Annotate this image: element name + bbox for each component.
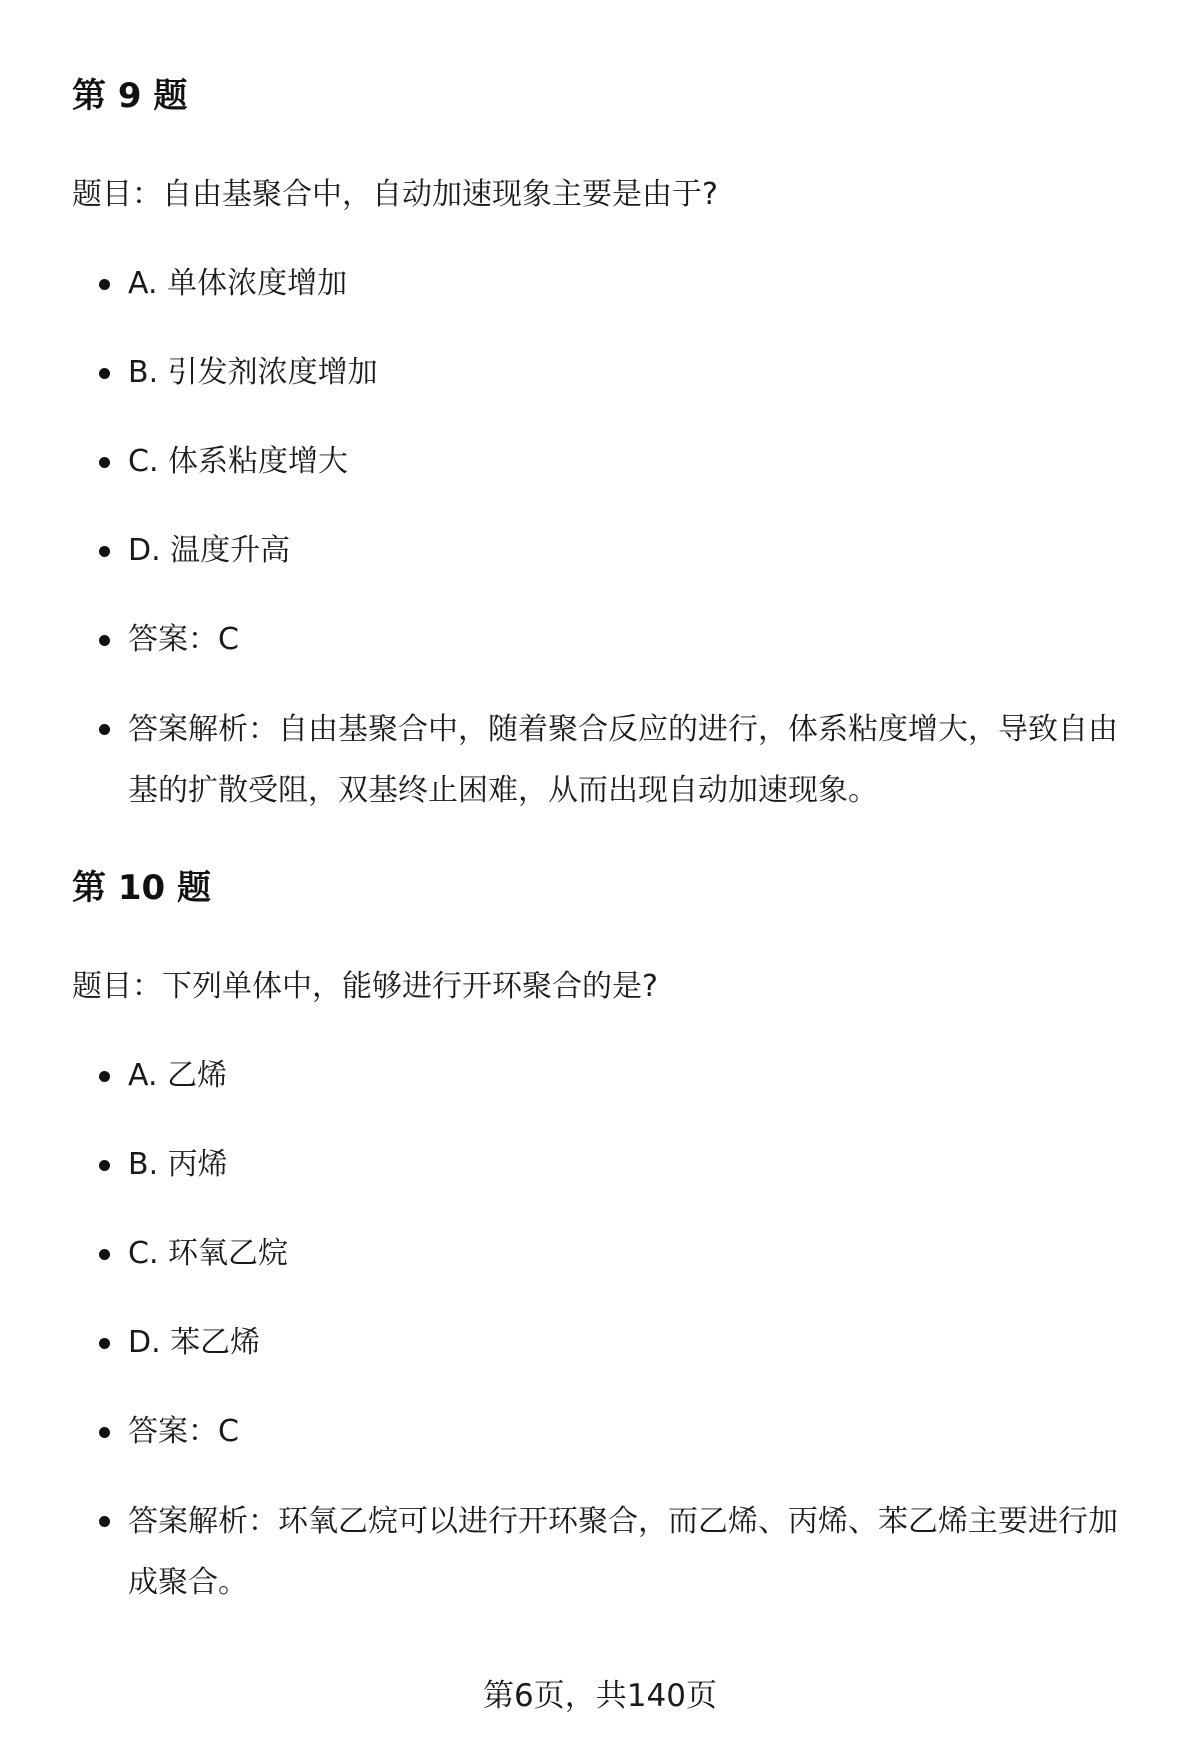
option-text: C. 体系粘度增大	[128, 444, 349, 479]
option-text: C. 环氧乙烷	[128, 1236, 289, 1271]
question-heading: 第 10 题	[72, 868, 211, 908]
page-number: 第6页，共140页	[483, 1678, 717, 1714]
bullet-icon	[99, 635, 110, 646]
bullet-icon	[99, 1516, 110, 1527]
bullet-icon	[99, 1071, 110, 1082]
answer-text: 答案：C	[128, 622, 239, 657]
bullet-icon	[99, 457, 110, 468]
bullet-icon	[99, 1160, 110, 1171]
question-stem: 题目：下列单体中，能够进行开环聚合的是?	[72, 969, 658, 1004]
bullet-icon	[99, 1249, 110, 1260]
explanation-text: 答案解析：环氧乙烷可以进行开环聚合，而乙烯、丙烯、苯乙烯主要进行加成聚合。	[128, 1504, 1118, 1600]
bullet-icon	[99, 279, 110, 290]
question-heading: 第 9 题	[72, 76, 188, 116]
bullet-icon	[99, 368, 110, 379]
bullet-icon	[99, 724, 110, 735]
option-text: A. 乙烯	[128, 1058, 228, 1093]
question-stem: 题目：自由基聚合中，自动加速现象主要是由于?	[72, 177, 718, 212]
option-text: A. 单体浓度增加	[128, 266, 348, 301]
option-text: D. 苯乙烯	[128, 1325, 261, 1360]
option-text: B. 丙烯	[128, 1147, 228, 1182]
bullet-icon	[99, 1427, 110, 1438]
option-text: D. 温度升高	[128, 533, 291, 568]
bullet-icon	[99, 1338, 110, 1349]
answer-text: 答案：C	[128, 1414, 239, 1449]
option-text: B. 引发剂浓度增加	[128, 355, 378, 390]
bullet-icon	[99, 546, 110, 557]
explanation-text: 答案解析：自由基聚合中，随着聚合反应的进行，体系粘度增大，导致自由基的扩散受阻，双基终止困难，从而出现自动加速现象。	[128, 712, 1118, 808]
